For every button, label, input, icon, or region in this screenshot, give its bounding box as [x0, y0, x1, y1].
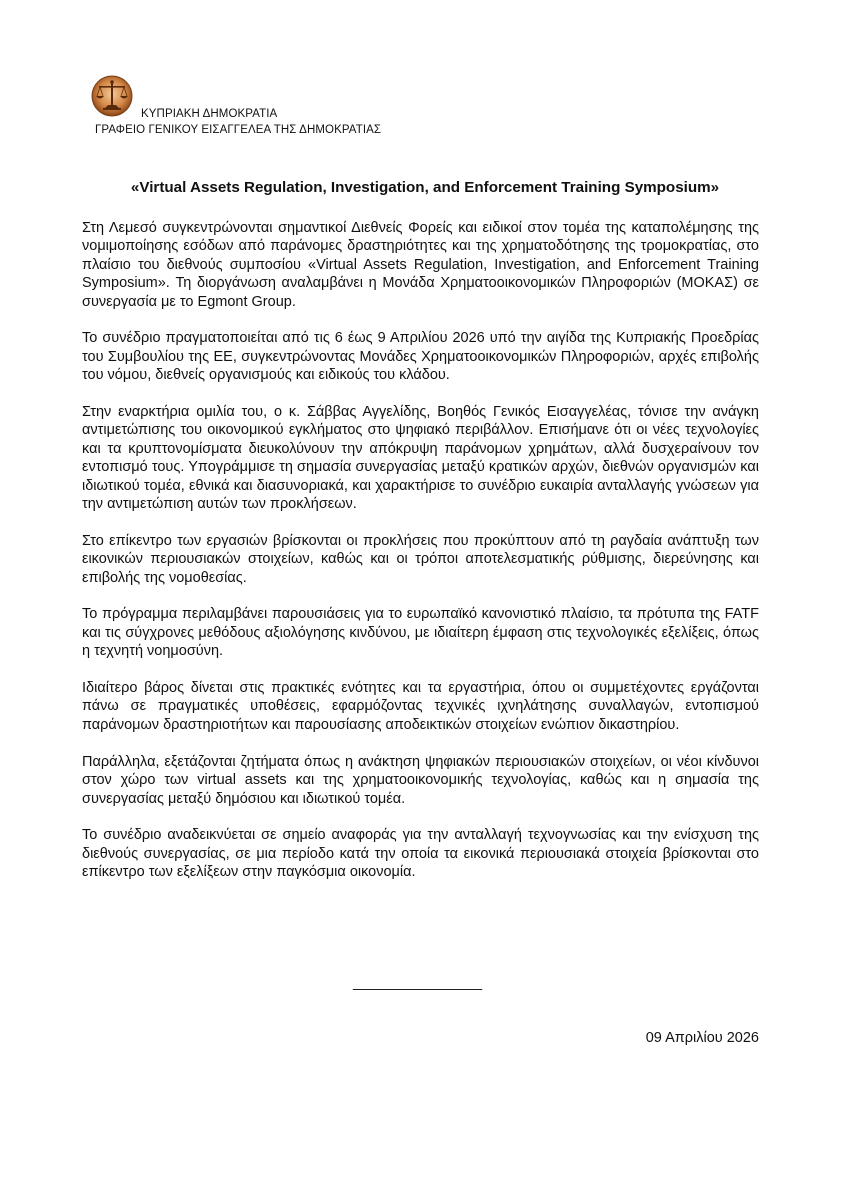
paragraph: Παράλληλα, εξετάζονται ζητήματα όπως η ανάκτηση ψηφιακών περιουσιακών στοιχείων, οι νέοι κίνδυνοι στον χώρο των virtual assets και της χρηματοοικονομικής τεχνολογίας, καθώς και η σημασία της συνεργασίας μεταξύ δημόσιου και ιδιωτικού τομέα. [82, 753, 759, 807]
paragraph: Το συνέδριο πραγματοποιείται από τις 6 έως 9 Απριλίου 2026 υπό την αιγίδα της Κυπριακής Προεδρίας του Συμβουλίου της ΕΕ, συγκεντρώνοντας Μονάδες Χρηματοοικονομικών Πληροφοριών, αρχές επιβολής του νόμου, διεθνείς οργανισμούς και ειδικούς του κλάδου. [82, 330, 759, 384]
document-title: «Virtual Assets Regulation, Investigation, and Enforcement Training Symposium» [130, 179, 720, 196]
scales-of-justice-icon [90, 74, 134, 118]
document-body [82, 219, 759, 900]
paragraph: Το πρόγραμμα περιλαμβάνει παρουσιάσεις για το ευρωπαϊκό κανονιστικό πλαίσιο, τα πρότυπα της FATF και τις σύγχρονες μεθόδους αξιολόγησης κινδύνου, με ιδιαίτερη έμφαση στις τεχνολογικές εξελίξεις, όπως η τεχνητή νοημοσύνη. [82, 606, 759, 660]
paragraph: Στη Λεμεσό συγκεντρώνονται σημαντικοί Διεθνείς Φορείς και ειδικοί στον τομέα της καταπολέμησης της νομιμοποίησης εσόδων από παράνομες δραστηριότητες και της χρηματοδότησης της τρομοκρατίας, στο πλαίσιο του διεθνούς συμποσίου «Virtual Assets Regulation, Investigation, and Enforcement Training Symposium». Τη διοργάνωση αναλαμβάνει η Μονάδα Χρηματοοικονομικών Πληροφοριών (ΜΟΚΑΣ) σε συνεργασία με το Egmont Group. [82, 220, 759, 310]
header-office: ΓΡΑΦΕΙΟ ΓΕΝΙΚΟΥ ΕΙΣΑΓΓΕΛΕΑ ΤΗΣ ΔΗΜΟΚΡΑΤΙΑΣ [95, 124, 382, 136]
letterhead [90, 74, 490, 144]
paragraph: Στο επίκεντρο των εργασιών βρίσκονται οι προκλήσεις που προκύπτουν από τη ραγδαία ανάπτυξη των εικονικών περιουσιακών στοιχείων, καθώς και οι τρόποι αποτελεσματικής ρύθμισης, διερεύνησης και επιβολής της νομοθεσίας. [82, 532, 759, 586]
paragraph: Ιδιαίτερο βάρος δίνεται στις πρακτικές ενότητες και τα εργαστήρια, όπου οι συμμετέχοντες εργάζονται πάνω σε πραγματικές υποθέσεις, εφαρμόζοντας τεχνικές ιχνηλάτησης συναλλαγών, εντοπισμού παράνομων δραστηριοτήτων και παρουσίασης αποδεικτικών στοιχείων ενώπιον δικαστηρίου. [82, 680, 759, 733]
separator-line: ________________ [353, 975, 483, 991]
header-country: ΚΥΠΡΙΑΚΗ ΔΗΜΟΚΡΑΤΙΑ [141, 108, 278, 120]
paragraph: Στην εναρκτήρια ομιλία του, ο κ. Σάββας Αγγελίδης, Βοηθός Γενικός Εισαγγελέας, τόνισε την ανάγκη αντιμετώπισης του οικονομικού εγκλήματος στο ψηφιακό περιβάλλον. Επισήμανε ότι οι νέες τεχνολογίες και τα κρυπτονομίσματα διευκολύνουν την απόκρυψη παράνομων χρημάτων, αλλά δυσχεραίνουν τον εντοπισμό τους. Υπογράμμισε τη σημασία συνεργασίας μεταξύ κρατικών αρχών, διεθνών οργανισμών και ιδιωτικού τομέα, εθνικά και διασυνοριακά, και χαρακτήρισε το συνέδριο ευκαιρία ανταλλαγής γνώσεων για την αντιμετώπιση αυτών των προκλήσεων. [82, 404, 759, 513]
document-date: 09 Απριλίου 2026 [645, 1030, 759, 1046]
paragraph: Το συνέδριο αναδεικνύεται σε σημείο αναφοράς για την ανταλλαγή τεχνογνωσίας και την ενίσχυση της διεθνούς συνεργασίας, σε μια περίοδο κατά την οποία τα εικονικά περιουσιακά στοιχεία βρίσκονται στο επίκεντρο των εξελίξεων στην παγκόσμια οικονομία. [82, 827, 759, 881]
